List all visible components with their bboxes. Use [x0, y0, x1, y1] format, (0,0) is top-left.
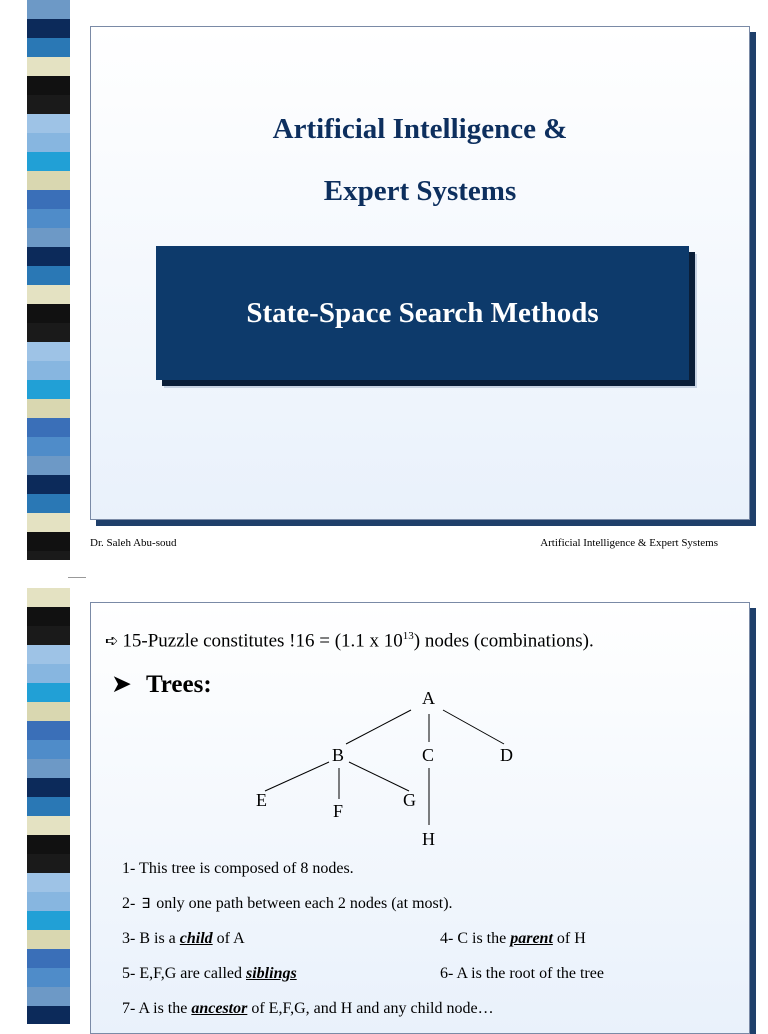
stripe-band — [27, 0, 70, 19]
stripe-band — [27, 190, 70, 209]
stripe-band — [27, 664, 70, 683]
stripe-band — [27, 456, 70, 475]
stripe-band — [27, 532, 70, 551]
stripe-band — [27, 873, 70, 892]
keyword-siblings: siblings — [246, 965, 297, 982]
arrowhead-bullet-icon: ➤ — [111, 669, 132, 698]
keyword-parent: parent — [510, 930, 553, 947]
fact-2-text: only one path between each 2 nodes (at most). — [156, 895, 453, 912]
stripe-band — [27, 626, 70, 645]
stripe-band — [27, 57, 70, 76]
exists-symbol: ∃ — [141, 896, 151, 912]
stripe-band — [27, 683, 70, 702]
title-slide — [90, 26, 750, 520]
stripe-band — [27, 892, 70, 911]
stripe-band — [27, 778, 70, 797]
stripe-band — [27, 247, 70, 266]
stripe-band — [27, 816, 70, 835]
footer-course: Artificial Intelligence & Expert Systems — [540, 537, 718, 549]
subtitle-text: State-Space Search Methods — [246, 296, 599, 329]
stripe-band — [27, 380, 70, 399]
stripe-band — [27, 911, 70, 930]
fact-1: 1- This tree is composed of 8 nodes. — [122, 860, 354, 877]
stripe-band — [27, 133, 70, 152]
edge-a-b — [346, 710, 411, 744]
puzzle-text-after: ) nodes (combinations). — [413, 630, 594, 652]
stripe-band — [27, 475, 70, 494]
stripe-band — [27, 285, 70, 304]
stripe-band — [27, 171, 70, 190]
stripe-band — [27, 968, 70, 987]
stripe-band — [27, 854, 70, 873]
stripe-band — [27, 987, 70, 1006]
keyword-ancestor: ancestor — [191, 1000, 248, 1017]
fact-5 — [122, 965, 297, 983]
tree-node-c: C — [422, 745, 435, 765]
stripe-band — [27, 76, 70, 95]
stripe-band — [27, 645, 70, 664]
fact-7-suffix: of E,F,G, and H and any child node… — [247, 1000, 494, 1017]
stripe-band — [27, 38, 70, 57]
fact-5-prefix: 5- E,F,G are called — [122, 965, 246, 982]
edge-a-d — [443, 710, 504, 744]
tree-node-e: E — [256, 790, 267, 810]
stripe-band — [27, 702, 70, 721]
stripe-band — [27, 551, 70, 560]
subtitle-banner — [156, 246, 689, 380]
tree-node-h: H — [422, 829, 435, 849]
fact-3-prefix: 3- B is a — [122, 930, 180, 947]
right-arrow-icon: ➪ — [105, 631, 119, 651]
footer-author: Dr. Saleh Abu-soud — [90, 537, 177, 549]
stripe-band — [27, 437, 70, 456]
keyword-child: child — [179, 930, 213, 947]
stripe-band — [27, 759, 70, 778]
tree-diagram — [91, 603, 749, 863]
decorative-stripe-bar-bottom — [27, 588, 70, 1024]
stripe-band — [27, 588, 70, 607]
stripe-band — [27, 797, 70, 816]
page-divider — [68, 577, 86, 578]
tree-node-a: A — [422, 688, 435, 708]
stripe-band — [27, 513, 70, 532]
stripe-band — [27, 930, 70, 949]
stripe-band — [27, 209, 70, 228]
stripe-band — [27, 418, 70, 437]
stripe-band — [27, 835, 70, 854]
stripe-band — [27, 323, 70, 342]
stripe-band — [27, 19, 70, 38]
stripe-band — [27, 152, 70, 171]
stripe-band — [27, 304, 70, 323]
fact-2 — [122, 895, 453, 913]
fact-4-prefix: 4- C is the — [440, 930, 511, 947]
stripe-band — [27, 949, 70, 968]
fact-3-suffix: of A — [212, 930, 245, 947]
edge-b-e — [265, 762, 329, 791]
stripe-band — [27, 494, 70, 513]
stripe-band — [27, 342, 70, 361]
slide-title-line-1: Artificial Intelligence & — [272, 113, 568, 145]
fact-6: 6- A is the root of the tree — [440, 965, 604, 982]
stripe-band — [27, 740, 70, 759]
tree-node-f: F — [333, 801, 344, 821]
trees-heading-label: Trees: — [145, 671, 212, 698]
stripe-band — [27, 114, 70, 133]
trees-slide — [90, 602, 750, 1034]
edge-b-g — [349, 762, 409, 791]
stripe-band — [27, 1006, 70, 1024]
fact-2-prefix: 2- — [122, 895, 136, 912]
stripe-band — [27, 266, 70, 285]
stripe-band — [27, 399, 70, 418]
decorative-stripe-bar-top — [27, 0, 70, 560]
fact-4 — [440, 930, 586, 948]
stripe-band — [27, 607, 70, 626]
fact-3 — [122, 930, 245, 948]
puzzle-exponent: 13 — [402, 630, 414, 642]
tree-node-b: B — [332, 745, 345, 765]
tree-node-d: D — [500, 745, 513, 765]
slide-title-line-2: Expert Systems — [323, 175, 517, 207]
puzzle-text-before: 15-Puzzle constitutes !16 = (1.1 x 10 — [122, 630, 403, 652]
stripe-band — [27, 95, 70, 114]
tree-node-g: G — [403, 790, 416, 810]
fact-7 — [122, 1000, 494, 1018]
fact-7-prefix: 7- A is the — [122, 1000, 192, 1017]
stripe-band — [27, 228, 70, 247]
stripe-band — [27, 721, 70, 740]
stripe-band — [27, 361, 70, 380]
fact-4-suffix: of H — [552, 930, 586, 947]
